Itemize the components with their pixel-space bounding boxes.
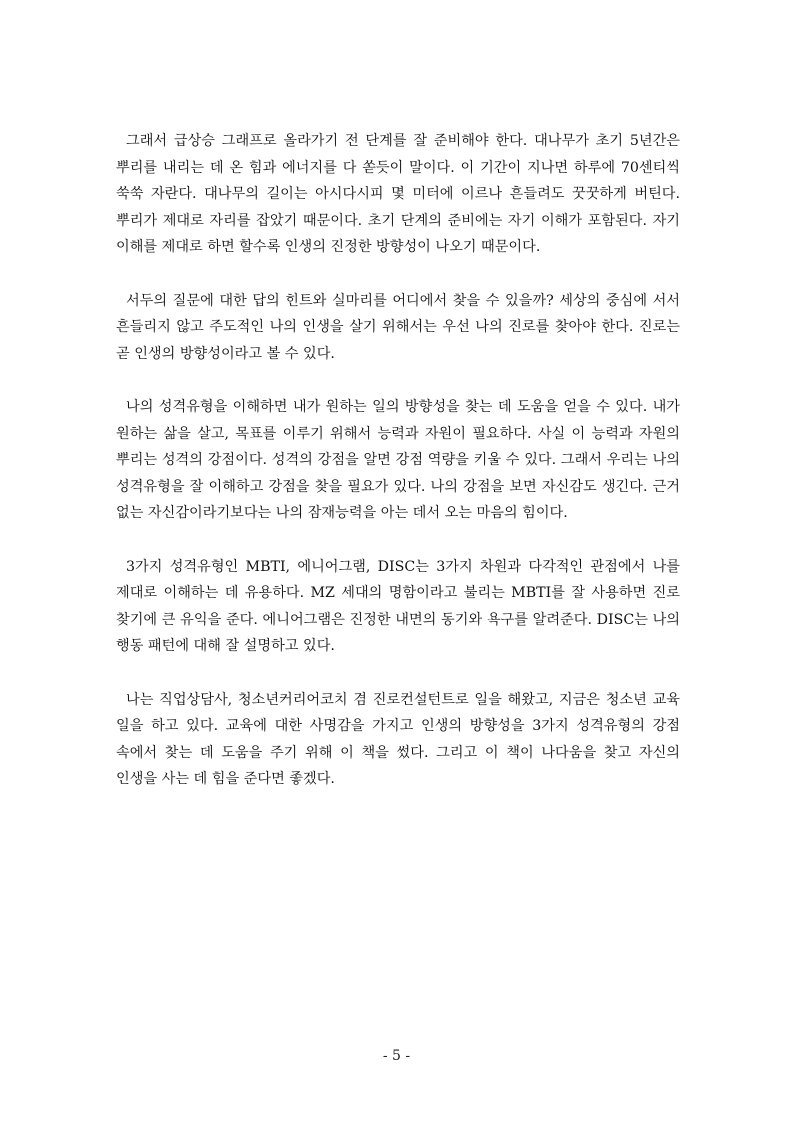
- body-text: [116, 128, 680, 793]
- paragraph-three-types: 3가지 성격유형인 MBTI, 에니어그램, DISC는 3가지 차원과 다각적인 관점에서 나를 제대로 이해하는 데 유용하다. MZ 세대의 명함이라고 불리는 MBTI를 잘 사용하면 진로 찾기에 큰 유익을 준다. 에니어그램은 진정한 내면의 동기와 욕구를 알려준다. DISC는 나의 행동 패턴에 대해 잘 설명하고 있다.: [116, 558, 680, 654]
- paragraph-bamboo-roots: 그래서 급상승 그래프로 올라가기 전 단계를 잘 준비해야 한다. 대나무가 초기 5년간은 뿌리를 내리는 데 온 힘과 에너지를 다 쏟듯이 말이다. 이 기간이 지나면 하루에 70센티씩 쑥쑥 자란다. 대나무의 길이는 아시다시피 몇 미터에 이르나 흔들려도 꿋꿋하게 버틴다. 뿌리가 제대로 자리를 잡았기 때문이다. 초기 단계의 준비에는 자기 이해가 포함된다. 자기 이해를 제대로 하면 할수록 인생의 진정한 방향성이 나오기 때문이다.: [116, 133, 680, 255]
- page-number: - 5 -: [382, 1048, 411, 1064]
- paragraph-author-purpose: 나는 직업상담사, 청소년커리어코치 겸 진로컨설턴트로 일을 해왔고, 지금은 청소년 교육 일을 하고 있다. 교육에 대한 사명감을 가지고 인생의 방향성을 3가지 성격유형의 강점 속에서 찾는 데 도움을 주기 위해 이 책을 썼다. 그리고 이 책이 나다움을 찾고 자신의 인생을 사는 데 힘을 준다면 좋겠다.: [116, 691, 680, 787]
- paragraph-personality-strengths: 나의 성격유형을 이해하면 내가 원하는 일의 방향성을 찾는 데 도움을 얻을 수 있다. 내가 원하는 삶을 살고, 목표를 이루기 위해서 능력과 자원이 필요하다. 사실 이 능력과 자원의 뿌리는 성격의 강점이다. 성격의 강점을 알면 강점 역량을 키울 수 있다. 그래서 우리는 나의 성격유형을 잘 이해하고 강점을 찾을 필요가 있다. 나의 강점을 보면 자신감도 생긴다. 근거 없는 자신감이라기보다는 나의 잠재능력을 아는 데서 오는 마음의 힘이다.: [116, 399, 680, 521]
- paragraph-career-direction: 서두의 질문에 대한 답의 힌트와 실마리를 어디에서 찾을 수 있을까? 세상의 중심에 서서 흔들리지 않고 주도적인 나의 인생을 살기 위해서는 우선 나의 진로를 찾아야 한다. 진로는 곧 인생의 방향성이라고 볼 수 있다.: [116, 292, 680, 362]
